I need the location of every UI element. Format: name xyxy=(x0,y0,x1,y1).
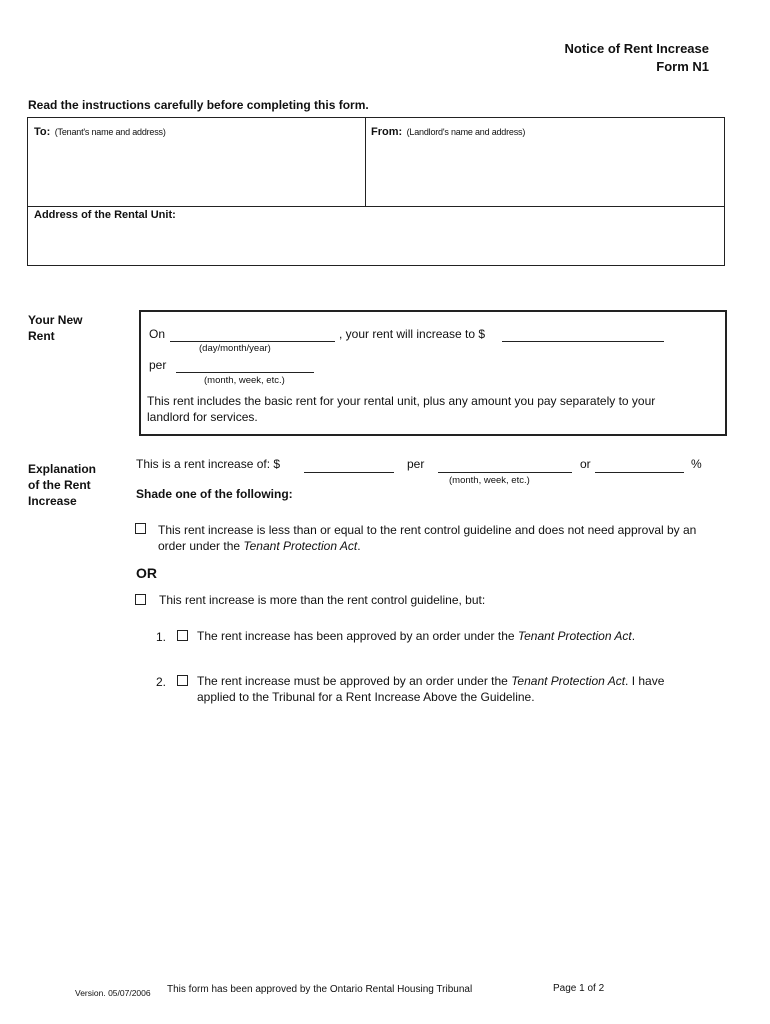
address-box xyxy=(27,117,725,266)
increase-percent-input[interactable] xyxy=(595,472,684,473)
on-label: On xyxy=(149,327,166,341)
must-be-approved-checkbox[interactable] xyxy=(177,675,188,686)
new-rent-box xyxy=(139,310,727,436)
from-label: From: xyxy=(371,126,403,138)
sub-option-1-number: 1. xyxy=(156,630,167,644)
form-number: Form N1 xyxy=(656,59,709,74)
period: . xyxy=(631,629,636,643)
to-field[interactable] xyxy=(34,122,166,140)
explanation-label xyxy=(28,461,96,509)
instructions-text: Read the instructions carefully before completing this form. xyxy=(28,98,369,112)
new-rent-label-line: Your New xyxy=(28,313,83,327)
from-field[interactable] xyxy=(371,122,525,140)
to-label: To: xyxy=(34,126,51,138)
approval-text: This form has been approved by the Ontario Rental Housing Tribunal xyxy=(167,984,473,995)
new-rent-label-line: Rent xyxy=(28,329,55,343)
shade-instruction: Shade one of the following: xyxy=(136,487,293,501)
sub-option-2-suffix: . I have xyxy=(625,674,665,688)
option-b-text: This rent increase is more than the rent control guideline, but: xyxy=(159,593,486,607)
increase-period-input[interactable] xyxy=(438,472,572,473)
effective-date-input[interactable] xyxy=(170,341,335,342)
divider xyxy=(365,118,366,206)
explanation-label-line: of the Rent xyxy=(28,478,91,492)
option-a-prefix: order under the xyxy=(158,539,244,553)
approved-checkbox[interactable] xyxy=(177,630,188,641)
rental-unit-field[interactable]: Address of the Rental Unit: xyxy=(34,209,176,221)
above-guideline-checkbox[interactable] xyxy=(135,594,146,605)
sub-option-2-text-2: applied to the Tribunal for a Rent Increase Above the Guideline. xyxy=(197,690,535,704)
increase-period-hint: (month, week, etc.) xyxy=(449,475,530,486)
sub-option-2-text xyxy=(197,674,664,688)
or-label: or xyxy=(580,457,591,471)
rent-includes-text: landlord for services. xyxy=(147,410,258,424)
explanation-label-line: Explanation xyxy=(28,462,97,476)
rent-period-input[interactable] xyxy=(176,372,314,373)
increase-to-label: , your rent will increase to $ xyxy=(339,327,486,341)
to-hint: (Tenant's name and address) xyxy=(54,127,166,137)
increase-of-label: This is a rent increase of: $ xyxy=(136,457,281,471)
option-a-text: This rent increase is less than or equal to the rent control guideline and does not need approval by an xyxy=(158,523,697,537)
explanation-label-line: Increase xyxy=(28,494,77,508)
guideline-checkbox[interactable] xyxy=(135,523,146,534)
or-heading: OR xyxy=(136,565,157,581)
act-name: Tenant Protection Act xyxy=(511,674,626,688)
page-number: Page 1 of 2 xyxy=(553,983,605,994)
rent-includes-text: This rent includes the basic rent for your rental unit, plus any amount you pay separately to your xyxy=(147,394,656,408)
version-text: Version. 05/07/2006 xyxy=(75,988,151,998)
sub-option-1-text xyxy=(197,629,635,643)
period-hint: (month, week, etc.) xyxy=(204,375,285,386)
act-name: Tenant Protection Act xyxy=(517,629,632,643)
option-a-text-2 xyxy=(158,539,361,553)
date-hint: (day/month/year) xyxy=(199,343,271,354)
sub-option-2-number: 2. xyxy=(156,675,167,689)
form-title: Notice of Rent Increase xyxy=(564,41,709,56)
new-rent-label xyxy=(28,312,82,344)
divider xyxy=(28,206,724,207)
new-rent-amount-input[interactable] xyxy=(502,341,664,342)
period: . xyxy=(357,539,361,553)
sub-option-1-prefix: The rent increase has been approved by an order under the xyxy=(197,629,518,643)
from-hint: (Landlord's name and address) xyxy=(406,127,526,137)
sub-option-2-prefix: The rent increase must be approved by an order under the xyxy=(197,674,512,688)
per-label: per xyxy=(149,358,167,372)
percent-sign: % xyxy=(691,457,702,471)
increase-per-label: per xyxy=(407,457,425,471)
increase-amount-input[interactable] xyxy=(304,472,394,473)
act-name: Tenant Protection Act xyxy=(243,539,358,553)
